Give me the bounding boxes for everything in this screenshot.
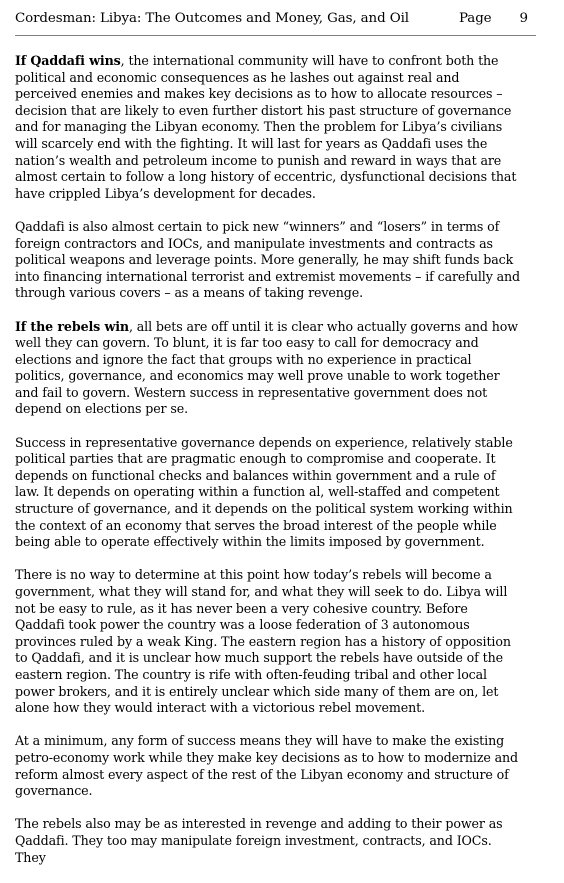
paragraph-if-qaddafi-wins (15, 53, 521, 202)
paragraph-petro-economy (15, 733, 521, 799)
paragraph-representative-governance (15, 435, 521, 551)
paragraph-text: There is no way to determine at this point how today’s rebels will become a government, what they will stand for, and what they will seek to do. Libya will not be easy to rule, as it has never been a very cohesive country. Before Qaddafi took power the country was a loose federation of 3 autonomous provinces ruled by a weak King. The eastern region has a history of opposition to Qaddafi, and it is unclear how much support the rebels have outside of the eastern region. The country is rife with often-feuding tribal and other local power brokers, and it is entirely unclear which side many of them are on, let alone how they would interact with a victorious rebel movement. (15, 567, 511, 716)
page-header (15, 7, 530, 29)
paragraph-rebels-government (15, 567, 521, 716)
page-number: 9 (519, 11, 528, 26)
paragraph-lead: If Qaddafi wins (15, 53, 121, 68)
paragraph-text: , all bets are off until it is clear who actually governs and how well they can govern. To blunt, it is far too easy to call for democracy and elections and ignore the fact that groups with no experience in practical politics, governance, and economics may well prove unable to work together and fail to govern. Western success in representative government does not depend on elections per se. (15, 318, 518, 417)
paragraph-text: The rebels also may be as interested in revenge and adding to their power as Qaddafi. They too may manipulate foreign investment, contracts, and IOCs. They (15, 816, 503, 865)
paragraph-text: Success in representative governance depends on experience, relatively stable political parties that are pragmatic enough to compromise and cooperate. It depends on functional checks and balances within government and a rule of law. It depends on operating within a function al, well-staffed and competent structure of governance, and it depends on the political system working within the context of an economy that serves the broad interest of the people while being able to operate effectively within the limits imposed by government. (15, 434, 513, 550)
document-body (15, 53, 521, 883)
paragraph-text: At a minimum, any form of success means they will have to make the existing petro-economy work while they make key decisions as to how to modernize and reform almost every aspect of the rest of the Libyan economy and structure of governance. (15, 733, 519, 799)
header-divider (15, 35, 536, 36)
page-label: Page (459, 11, 492, 26)
page-indicator (459, 11, 528, 26)
paragraph-text: , the international community will have to confront both the political and economic consequences as he lashes out against real and perceived enemies and makes key decisions as to how to allocate resources – decision that are likely to even further distort his past structure of governance and for managing the Libyan economy. Then the problem for Libya’s civilians will scarcely end with the fighting. It will last for years as Qaddafi uses the nation’s wealth and petroleum income to punish and reward in ways that are almost certain to follow a long history of eccentric, dysfunctional decisions that have crippled Libya’s development for decades. (15, 53, 517, 201)
paragraph-qaddafi-winners-losers (15, 219, 521, 302)
running-header-title: Cordesman: Libya: The Outcomes and Money, Gas, and Oil (15, 11, 409, 26)
paragraph-lead: If the rebels win (15, 318, 129, 334)
paragraph-rebels-revenge (15, 816, 521, 866)
paragraph-text: Qaddafi is also almost certain to pick new “winners” and “losers” in terms of foreign contractors and IOCs, and manipulate investments and contracts as political weapons and leverage points. More generally, he may shift funds back into financing international terrorist and extremist movements – if carefully and through various covers – as a means of taking revenge. (15, 218, 521, 301)
paragraph-if-rebels-win (15, 319, 521, 419)
